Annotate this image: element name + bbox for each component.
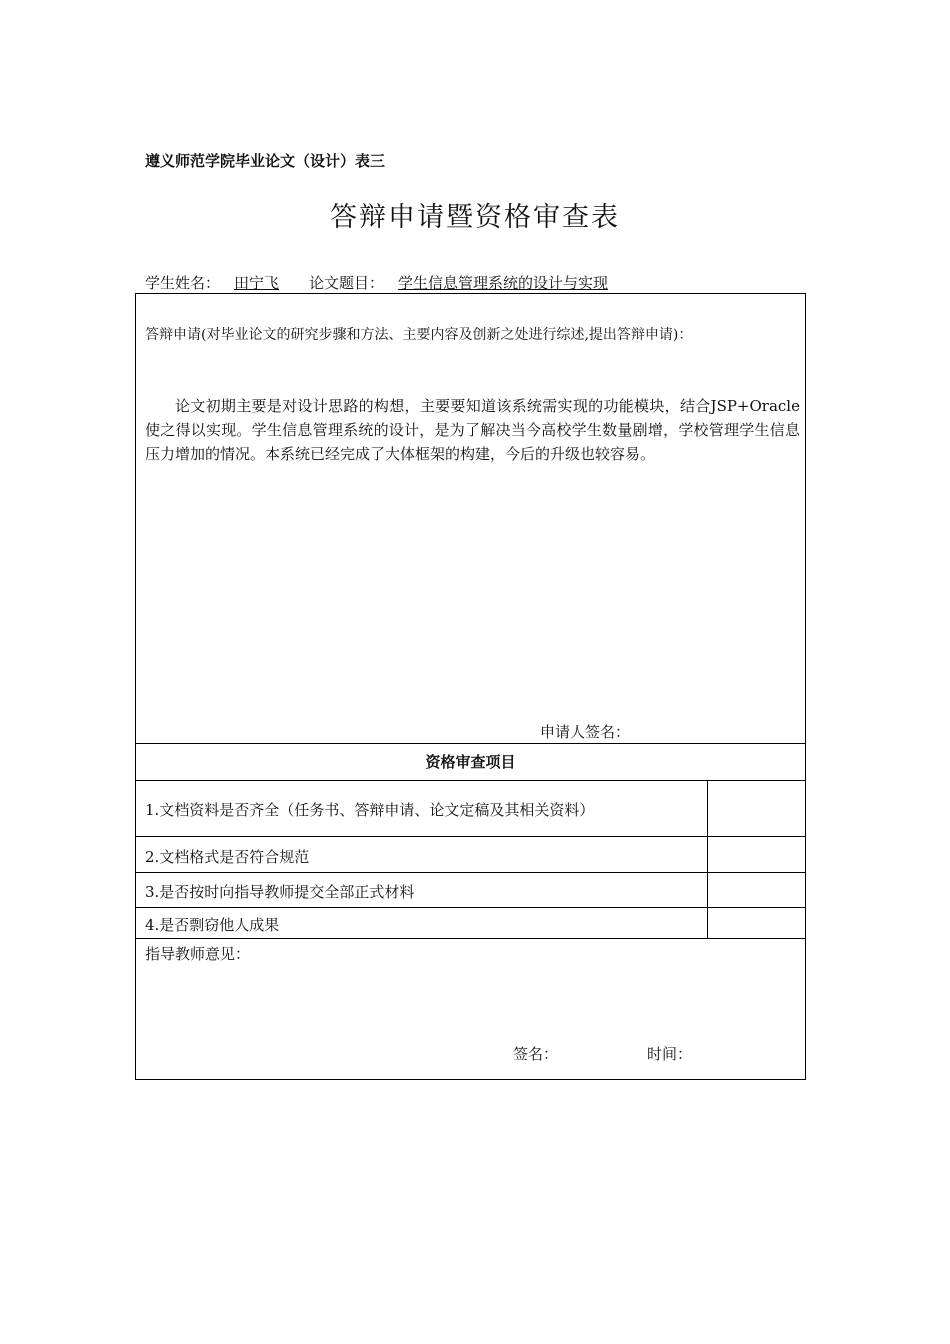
qualification-row xyxy=(136,781,805,837)
application-heading: 答辩申请(对毕业论文的研究步骤和方法、主要内容及创新之处进行综述,提出答辩申请)： xyxy=(145,327,693,343)
advisor-time-label: 时间： xyxy=(647,1045,693,1063)
student-name-value: 田宁飞 xyxy=(234,274,280,292)
qualification-item-text: 1.文档资料是否齐全（任务书、答辩申请、论文定稿及其相关资料） xyxy=(145,801,595,819)
applicant-signature-label: 申请人签名： xyxy=(540,723,631,741)
form-code: 遵义师范学院毕业论文（设计）表三 xyxy=(145,152,386,170)
qualification-result-cell[interactable] xyxy=(707,837,807,872)
defense-application-section xyxy=(136,294,805,744)
thesis-topic-label: 论文题目： xyxy=(309,274,385,292)
qualification-heading: 资格审查项目 xyxy=(136,744,805,781)
thesis-topic-value: 学生信息管理系统的设计与实现 xyxy=(398,274,609,292)
student-name-label: 学生姓名： xyxy=(145,274,221,292)
qualification-item-text: 2.文档格式是否符合规范 xyxy=(145,848,310,866)
qualification-row xyxy=(136,908,805,939)
advisor-opinion-section xyxy=(136,939,805,1079)
qualification-result-cell[interactable] xyxy=(707,781,807,836)
application-body: 论文初期主要是对设计思路的构想，主要要知道该系统需实现的功能模块，结合JSP+Oracle使之得以实现。学生信息管理系统的设计，是为了解决当今高校学生数量剧增，学校管理学生信息压力增加的情况。本系统已经完成了大体框架的构建，今后的升级也较容易。 xyxy=(145,397,800,463)
qualification-row xyxy=(136,837,805,873)
qualification-row xyxy=(136,873,805,908)
advisor-opinion-heading: 指导教师意见： xyxy=(145,945,251,963)
qualification-result-cell[interactable] xyxy=(707,908,807,938)
student-info-line xyxy=(145,272,622,293)
qualification-item-text: 3.是否按时向指导教师提交全部正式材料 xyxy=(145,883,415,901)
advisor-signature-label: 签名： xyxy=(513,1045,559,1063)
review-form-table xyxy=(135,293,806,1080)
qualification-item-text: 4.是否剽窃他人成果 xyxy=(145,916,280,934)
qualification-result-cell[interactable] xyxy=(707,873,807,907)
page-title: 答辩申请暨资格审查表 xyxy=(330,202,620,233)
